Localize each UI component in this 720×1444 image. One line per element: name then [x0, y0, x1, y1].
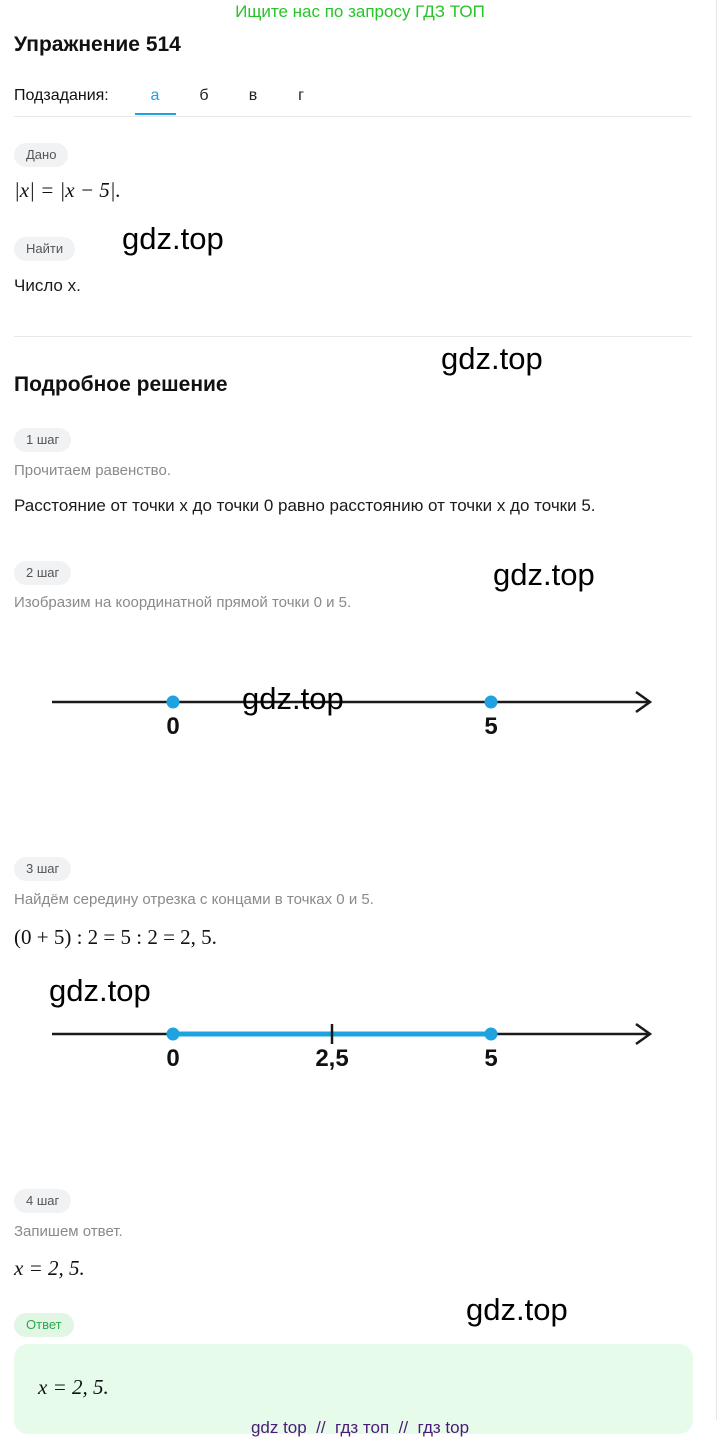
watermark: gdz.top [493, 557, 595, 592]
active-tab-indicator [135, 113, 176, 115]
point-5 [485, 696, 498, 709]
number-line-2 [40, 1012, 670, 1074]
tab-v[interactable]: в [248, 87, 258, 104]
footer-links[interactable]: gdz top // гдз топ // гдз top [250, 1418, 470, 1437]
step-2-note: Изобразим на координатной прямой точки 0 и 5. [14, 594, 352, 611]
tab-g[interactable]: г [298, 87, 304, 104]
step-1-chip: 1 шаг [14, 428, 71, 452]
tab-b[interactable]: б [199, 87, 209, 104]
given-formula: |x| = |x − 5|. [14, 178, 121, 202]
watermark: gdz.top [122, 221, 224, 256]
step-1-text: Расстояние от точки x до точки 0 равно расстоянию от точки x до точки 5. [14, 496, 596, 515]
section-divider [14, 336, 692, 337]
step-3-note: Найдём середину отрезка с концами в точках 0 и 5. [14, 891, 374, 908]
watermark: gdz.top [49, 973, 151, 1008]
watermark: gdz.top [242, 681, 344, 716]
watermark: gdz.top [441, 341, 543, 376]
label-2-5: 2,5 [315, 1045, 349, 1072]
number-line-1 [40, 680, 670, 740]
step-1-note: Прочитаем равенство. [14, 462, 171, 479]
point-0 [167, 696, 180, 709]
label-5: 5 [484, 1045, 498, 1072]
point-5 [485, 1028, 498, 1041]
subtasks-label: Подзадания: [14, 87, 109, 104]
solution-title: Подробное решение [14, 373, 228, 396]
step-3-chip: 3 шаг [14, 857, 71, 881]
page-title: Упражнение 514 [14, 33, 181, 56]
point-0 [167, 1028, 180, 1041]
step-2-chip: 2 шаг [14, 561, 71, 585]
label-5: 5 [484, 713, 498, 740]
answer-chip: Ответ [14, 1313, 74, 1337]
tab-a[interactable]: а [150, 87, 160, 104]
tabs-divider [14, 116, 692, 117]
step-4-formula: x = 2, 5. [14, 1256, 85, 1280]
label-0: 0 [166, 1045, 180, 1072]
find-chip: Найти [14, 237, 75, 261]
watermark: gdz.top [466, 1292, 568, 1327]
given-chip: Дано [14, 143, 68, 167]
page-edge-line [716, 0, 717, 1420]
step-4-note: Запишем ответ. [14, 1223, 123, 1240]
find-text: Число x. [14, 276, 81, 295]
answer-formula: x = 2, 5. [38, 1375, 109, 1399]
label-0: 0 [166, 713, 180, 740]
step-3-formula: (0 + 5) : 2 = 5 : 2 = 2, 5. [14, 925, 217, 949]
top-banner: Ищите нас по запросу ГДЗ ТОП [235, 2, 485, 21]
step-4-chip: 4 шаг [14, 1189, 71, 1213]
